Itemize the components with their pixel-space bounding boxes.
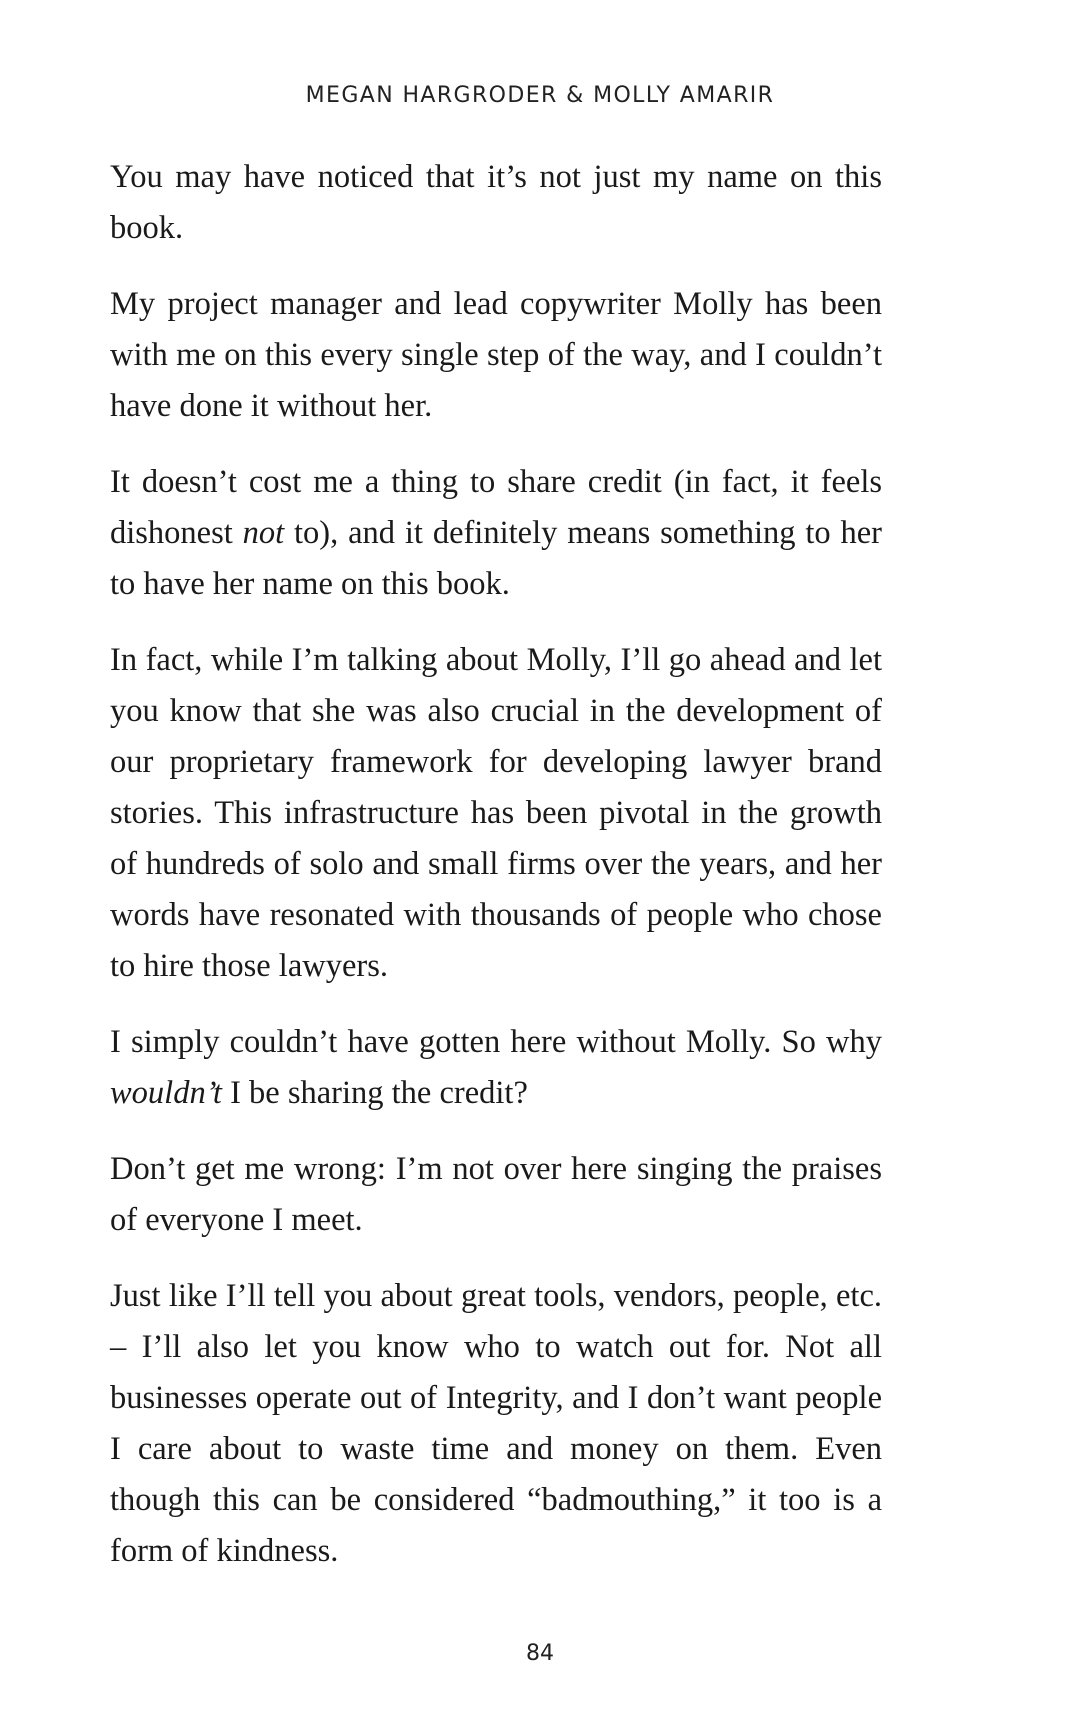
paragraph-3 [110,457,882,610]
paragraph-6 [110,1144,882,1246]
paragraph-text-after: to), and it definitely means something to her to have her name on this book. [110,515,883,602]
paragraph-text-before: I simply couldn’t have gotten here without Molly. So why [110,1024,882,1060]
running-head: MEGAN HARGRODER & MOLLY AMARIR [305,83,775,108]
paragraph-2 [110,279,882,432]
emphasis-text: not [242,515,285,551]
paragraph-text: In fact, while I’m talking about Molly, I’ll go ahead and let you know that she was also crucial in the development of our proprietary framework for developing lawyer brand stories. This infrastructure has been pivotal in the growth of hundreds of solo and small firms over the years, and her words have resonated with thousands of people who chose to hire those lawyers. [110,642,882,984]
paragraph-text: My project manager and lead copywriter Molly has been with me on this every single step of the way, and I couldn’t have done it without her. [110,286,882,424]
paragraph-text-after: I be sharing the credit? [221,1075,528,1111]
paragraph-text: Just like I’ll tell you about great tools, vendors, people, etc. – I’ll also let you know who to watch out for. Not all businesses operate out of Integrity, and I don’t want people I care about to waste time and money on them. Even though this can be considered “badmouthing,” it too is a form of kindness. [110,1278,882,1569]
paragraph-1 [110,152,882,254]
paragraph-text: You may have noticed that it’s not just my name on this book. [110,159,882,246]
page-number: 84 [526,1641,554,1666]
paragraph-text-before: It doesn’t cost me a thing to share credit (in fact, it feels dishonest [110,464,882,551]
paragraph-4 [110,635,882,992]
paragraph-5 [110,1017,882,1119]
body-text [110,152,882,1577]
emphasis-text: wouldn’t [110,1075,222,1111]
paragraph-text: Don’t get me wrong: I’m not over here singing the praises of everyone I meet. [110,1151,882,1238]
paragraph-7 [110,1271,882,1577]
